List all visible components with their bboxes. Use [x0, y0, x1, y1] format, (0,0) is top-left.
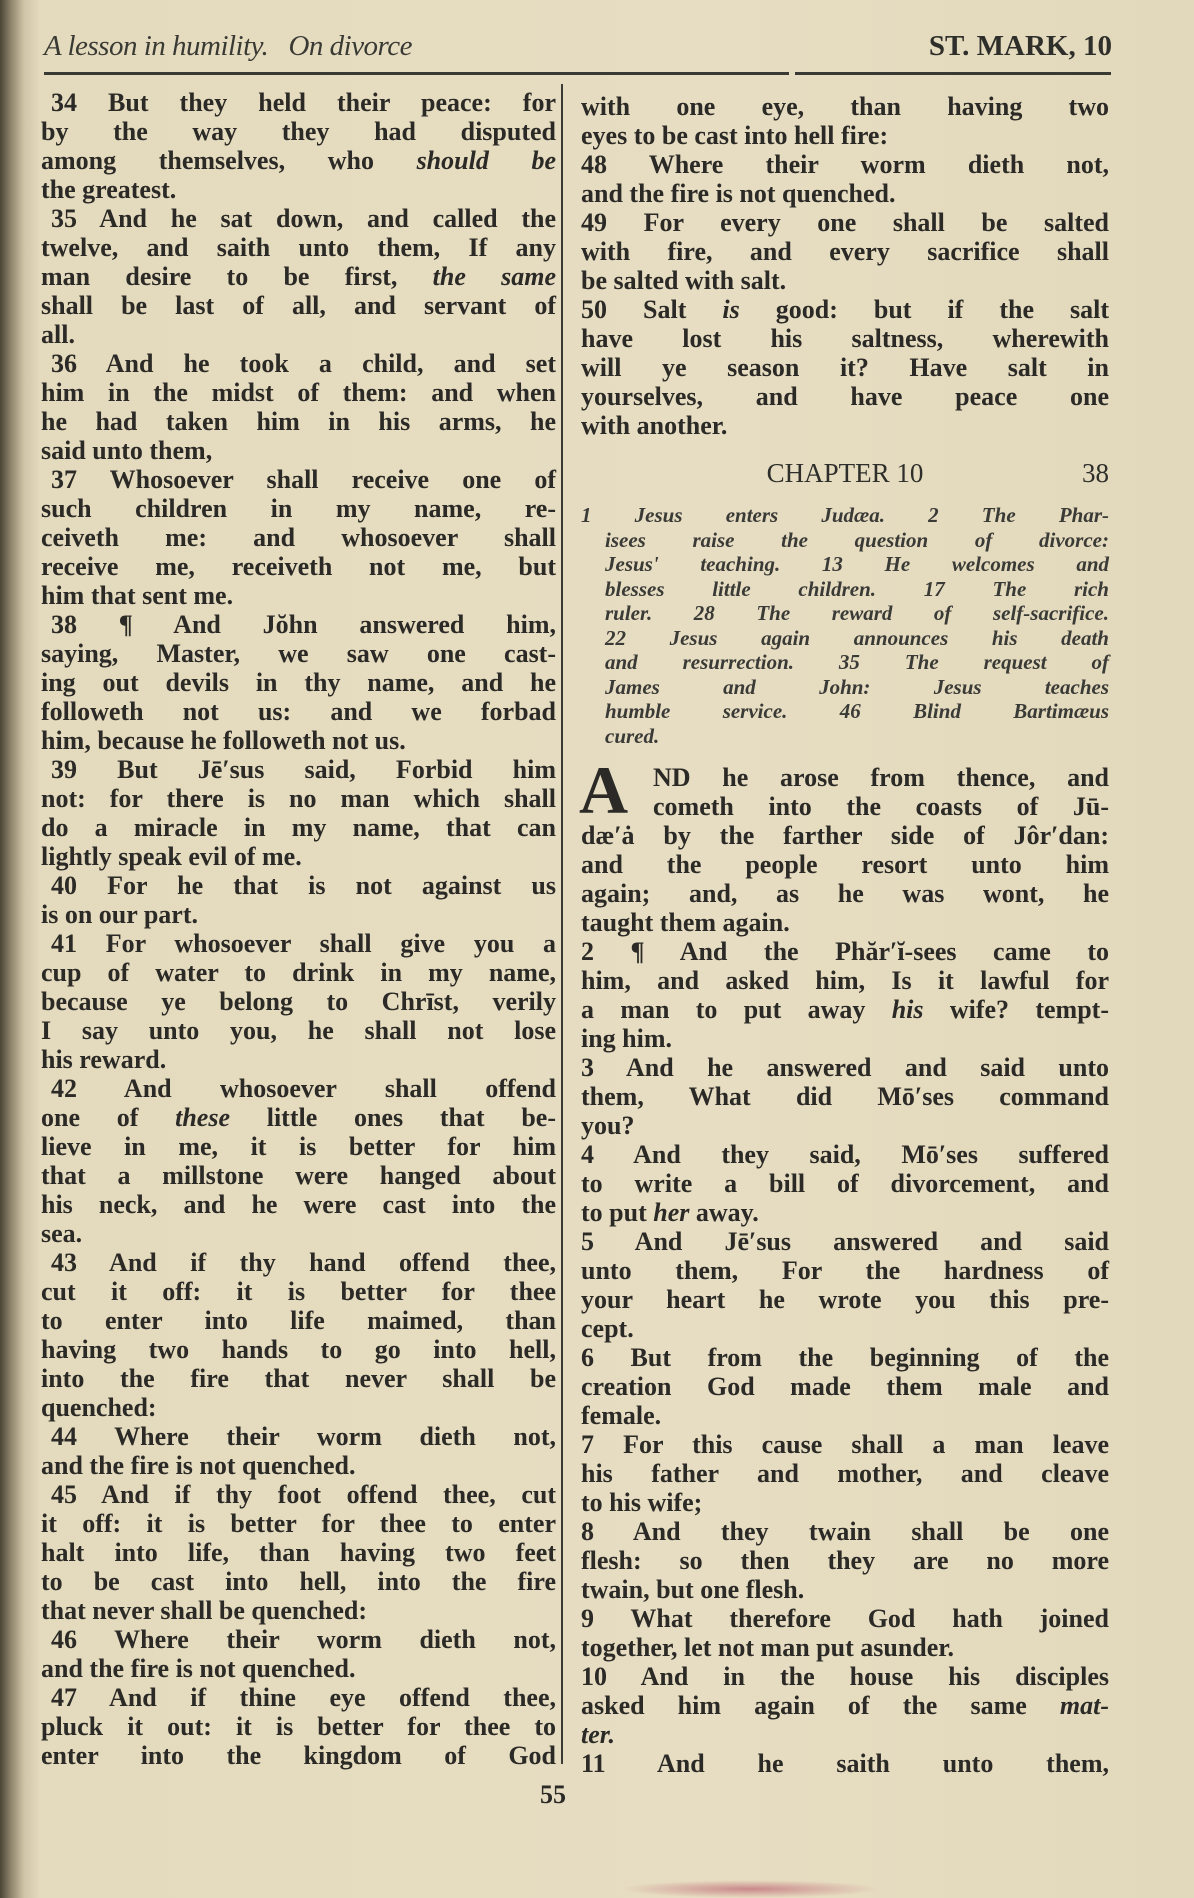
text-line: cup of water to drink in my name, [41, 958, 556, 987]
text-line: 5 And Jē′sus answered and said [581, 1227, 1109, 1256]
italic-text: the same [432, 262, 556, 291]
text-line: twain, but one flesh. [581, 1575, 805, 1604]
text-line: him that sent me. [41, 581, 234, 610]
text-line: him, and asked him, Is it lawful for [581, 966, 1109, 995]
page-number: 55 [540, 1780, 566, 1809]
text-line: his father and mother, and cleave [581, 1459, 1109, 1488]
text-line: to enter into life maimed, than [41, 1306, 556, 1335]
text-line: 41 For whosoever shall give you a [51, 929, 556, 958]
text-line: that never shall be quenched: [41, 1596, 367, 1625]
text-line: all. [41, 320, 75, 349]
text-line: one of these little ones that be- [41, 1103, 556, 1132]
text-line: 46 Where their worm dieth not, [51, 1625, 556, 1654]
text-line: 47 And if thine eye offend thee, [51, 1683, 556, 1712]
right-column-body [581, 763, 1109, 1778]
italic-text: his [891, 995, 924, 1024]
text-line: and resurrection. 35 The request of [605, 650, 1109, 674]
text-line: 4 And they said, Mō′ses suffered [581, 1140, 1109, 1169]
text-line: James and John: Jesus teaches [605, 674, 1109, 699]
text-line: 2 ¶ And the Phăr′ĭ-sees came to [581, 937, 1109, 966]
text-line: such children in my name, re- [41, 494, 556, 523]
text-line: yourselves, and have peace one [581, 382, 1109, 411]
text-line: be salted with salt. [581, 266, 787, 295]
text-line: enter into the kingdom of God [41, 1741, 556, 1770]
text-line: ing out devils in thy name, and he [41, 668, 556, 697]
text-line: man desire to be first, the same [41, 262, 556, 291]
text-line: lieve in me, it is better for him [41, 1132, 556, 1161]
text-line: twelve, and saith unto them, If any [41, 233, 556, 262]
text-line: isees raise the question of divorce: [605, 527, 1109, 552]
text-line: 45 And if thy foot offend thee, cut [51, 1480, 556, 1509]
italic-text: her [653, 1198, 690, 1227]
italic-text: ter. [581, 1720, 615, 1749]
text-line: Jesus' teaching. 13 He welcomes and [605, 552, 1109, 576]
text-line: blesses little children. 17 The rich [605, 576, 1109, 601]
italic-text: should be [416, 146, 556, 175]
text-line: it off: it is better for thee to enter [41, 1509, 556, 1538]
text-line: to be cast into hell, into the fire [41, 1567, 556, 1596]
text-line: that a millstone were hanged about [41, 1161, 556, 1190]
text-line: asked him again of the same mat- [581, 1691, 1109, 1720]
text-line: 3 And he answered and said unto [581, 1053, 1109, 1082]
text-line: 36 And he took a child, and set [51, 349, 556, 378]
text-line: and the fire is not quenched. [41, 1451, 356, 1480]
ink-smudge [620, 1880, 880, 1898]
text-line: cometh into the coasts of Jū- [653, 792, 1109, 821]
text-line: cept. [581, 1314, 634, 1343]
text-line: with another. [581, 411, 728, 440]
text-line: 42 And whosoever shall offend [51, 1074, 556, 1103]
text-line: not: for there is no man which shall [41, 784, 556, 813]
text-line: 38 ¶ And Jŏhn answered him, [51, 610, 556, 639]
text-line: your heart he wrote you this pre- [581, 1285, 1109, 1314]
text-line: 8 And they twain shall be one [581, 1517, 1109, 1546]
text-line: sea. [41, 1219, 83, 1248]
text-line: female. [581, 1401, 662, 1430]
text-line: ceiveth me: and whosoever shall [41, 523, 556, 552]
text-line: 43 And if thy hand offend thee, [51, 1248, 556, 1277]
text-line: 7 For this cause shall a man leave [581, 1430, 1109, 1459]
text-line: to his wife; [581, 1488, 703, 1517]
text-line: them, What did Mō′ses command [581, 1082, 1109, 1111]
drop-cap: A [579, 752, 629, 828]
italic-text: these [175, 1103, 230, 1132]
text-line: 22 Jesus again announces his death [605, 625, 1109, 650]
text-line: shall be last of all, and servant of [41, 291, 556, 320]
text-line: to write a bill of divorcement, and [581, 1169, 1109, 1198]
chapter-title: CHAPTER 10 [766, 458, 924, 488]
text-line: 49 For every one shall be salted [581, 208, 1109, 237]
text-line: lightly speak evil of me. [41, 842, 302, 871]
text-line: 40 For he that is not against us [51, 871, 556, 900]
text-line: is on our part. [41, 900, 198, 929]
text-line: 1 Jesus enters Judæa. 2 The Phar- [581, 503, 1109, 527]
chapter-verse-count: 38 [1082, 458, 1109, 488]
text-line: 10 And in the house his disciples [581, 1662, 1109, 1691]
text-line: by the way they had disputed [41, 117, 556, 146]
running-head-topic: A lesson in humility. On divorce [44, 30, 413, 62]
text-line: you? [581, 1111, 635, 1140]
header-rule [44, 72, 789, 75]
text-line: together, let not man put asunder. [581, 1633, 954, 1662]
text-line: I say unto you, he shall not lose [41, 1016, 556, 1045]
text-line [581, 1720, 1109, 1749]
left-column [41, 88, 556, 1770]
text-line: quenched: [41, 1393, 157, 1422]
italic-text: is [722, 295, 740, 324]
text-line: 37 Whosoever shall receive one of [51, 465, 556, 494]
text-line: into the fire that never shall be [41, 1364, 556, 1393]
text-line: cured. [605, 723, 660, 748]
text-line: him, because he followeth not us. [41, 726, 406, 755]
text-line: said unto them, [41, 436, 213, 465]
text-line: him in the midst of them: and when [41, 378, 556, 407]
text-line: cut it off: it is better for thee [41, 1277, 556, 1306]
text-line: to put her away. [581, 1198, 759, 1227]
text-line: and the fire is not quenched. [581, 179, 896, 208]
text-line: receive me, receiveth not me, but [41, 552, 556, 581]
text-line: do a miracle in my name, that can [41, 813, 556, 842]
header-rule [795, 72, 1111, 75]
text-line: and the people resort unto him [581, 850, 1109, 879]
text-line: followeth not us: and we forbad [41, 697, 556, 726]
text-line: with one eye, than having two [581, 92, 1109, 121]
text-line: creation God made them male and [581, 1372, 1109, 1401]
text-line: 11 And he saith unto them, [581, 1749, 1109, 1778]
column-divider [561, 84, 563, 1764]
text-line: the greatest. [41, 175, 177, 204]
text-line: among themselves, who should be [41, 146, 556, 175]
text-line: with fire, and every sacrifice shall [581, 237, 1109, 266]
text-line: pluck it out: it is better for thee to [41, 1712, 556, 1741]
text-line: his neck, and he were cast into the [41, 1190, 556, 1219]
text-line: his reward. [41, 1045, 167, 1074]
text-line: 39 But Jē′sus said, Forbid him [51, 755, 556, 784]
right-column-top [581, 92, 1109, 440]
text-line: and the fire is not quenched. [41, 1654, 356, 1683]
chapter-summary [581, 503, 1109, 748]
running-head-book: ST. MARK, 10 [928, 30, 1112, 62]
text-line: halt into life, than having two feet [41, 1538, 556, 1567]
text-line: 6 But from the beginning of the [581, 1343, 1109, 1372]
text-line: having two hands to go into hell, [41, 1335, 556, 1364]
text-line: 9 What therefore God hath joined [581, 1604, 1109, 1633]
text-line: 48 Where their worm dieth not, [581, 150, 1109, 179]
text-line: eyes to be cast into hell fire: [581, 121, 889, 150]
text-line: unto them, For the hardness of [581, 1256, 1109, 1285]
text-line: a man to put away his wife? tempt- [581, 995, 1109, 1024]
text-line: ing him. [581, 1024, 673, 1053]
text-line: saying, Master, we saw one cast- [41, 639, 556, 668]
text-line: 35 And he sat down, and called the [51, 204, 556, 233]
text-line: taught them again. [581, 908, 790, 937]
text-line: 34 But they held their peace: for [51, 88, 556, 117]
text-line: will ye season it? Have salt in [581, 353, 1109, 382]
text-line: again; and, as he was wont, he [581, 879, 1109, 908]
text-line: humble service. 46 Blind Bartimæus [605, 699, 1109, 723]
text-line: ND he arose from thence, and [653, 763, 1109, 792]
text-line: have lost his saltness, wherewith [581, 324, 1109, 353]
text-line: 50 Salt is good: but if the salt [581, 295, 1109, 324]
text-line: he had taken him in his arms, he [41, 407, 556, 436]
italic-text: mat- [1059, 1691, 1109, 1720]
text-line: dæ′ȧ by the farther side of Jôr′dan: [581, 821, 1109, 850]
text-line: 44 Where their worm dieth not, [51, 1422, 556, 1451]
text-line: ruler. 28 The reward of self-sacrifice. [605, 601, 1109, 625]
chapter-heading [581, 458, 1109, 490]
text-line: because ye belong to Chrīst, verily [41, 987, 556, 1016]
text-line: flesh: so then they are no more [581, 1546, 1109, 1575]
